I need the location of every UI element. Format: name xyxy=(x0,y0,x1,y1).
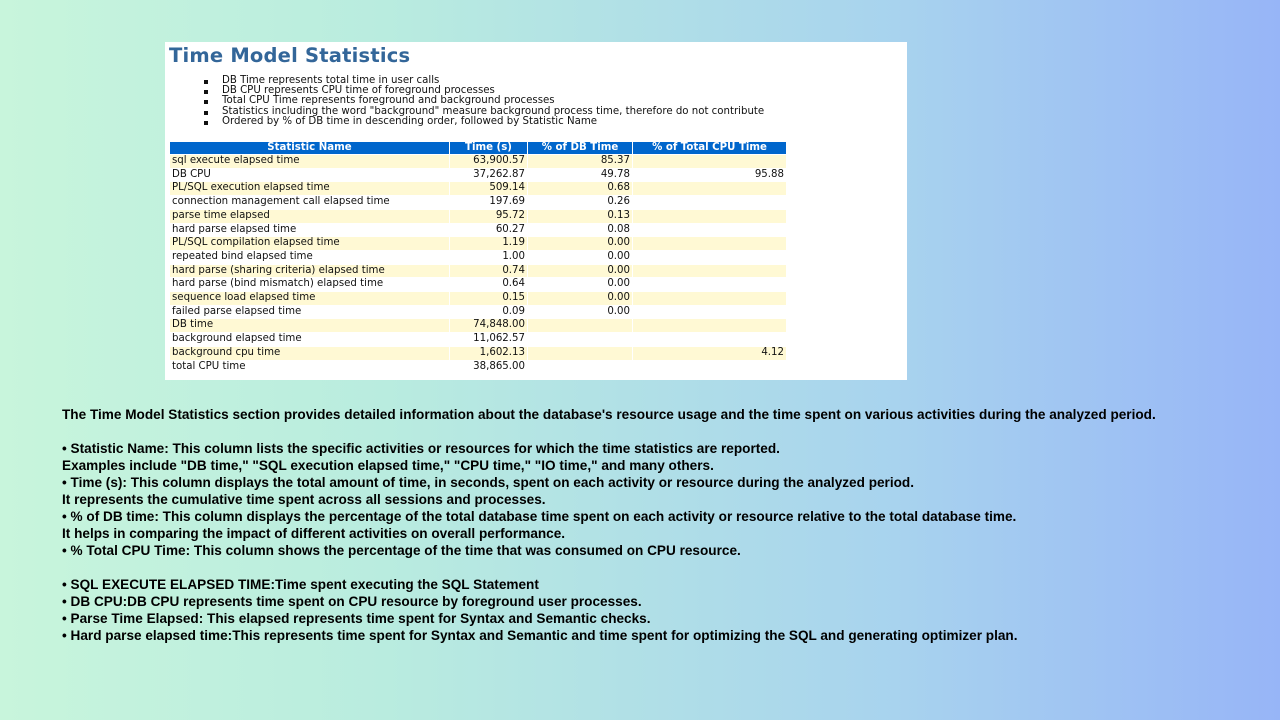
cell-pct-total-cpu-time: 4.12 xyxy=(633,347,786,360)
intro-paragraph: The Time Model Statistics section provides detailed information about the database's resource usage and the time spent on various activities during the analyzed period. xyxy=(62,407,1156,422)
column-explanation-line: • % Total CPU Time: This column shows the percentage of the time that was consumed on CPU resource. xyxy=(62,543,741,558)
table-row xyxy=(170,155,786,168)
table-header-row xyxy=(170,142,786,154)
cell-pct-db-time: 0.00 xyxy=(528,251,632,264)
cell-time: 0.74 xyxy=(450,265,527,278)
cell-pct-total-cpu-time xyxy=(633,333,786,346)
cell-pct-db-time xyxy=(528,361,632,374)
cell-pct-total-cpu-time xyxy=(633,361,786,374)
column-explanation-line: It helps in comparing the impact of different activities on overall performance. xyxy=(62,526,566,541)
cell-statistic-name: PL/SQL execution elapsed time xyxy=(170,182,449,195)
cell-time: 197.69 xyxy=(450,196,527,209)
note-item: Statistics including the word "background" measure background process time, therefore do not contribute xyxy=(202,107,764,117)
table-row xyxy=(170,251,786,264)
cell-pct-db-time: 0.00 xyxy=(528,237,632,250)
cell-statistic-name: connection management call elapsed time xyxy=(170,196,449,209)
cell-pct-db-time xyxy=(528,319,632,332)
cell-pct-total-cpu-time xyxy=(633,196,786,209)
cell-pct-db-time: 0.13 xyxy=(528,210,632,223)
note-item: Total CPU Time represents foreground and background processes xyxy=(202,96,764,106)
cell-statistic-name: sql execute elapsed time xyxy=(170,155,449,168)
cell-pct-total-cpu-time xyxy=(633,265,786,278)
table-row xyxy=(170,278,786,291)
cell-time: 95.72 xyxy=(450,210,527,223)
cell-pct-db-time: 0.00 xyxy=(528,265,632,278)
cell-pct-total-cpu-time xyxy=(633,182,786,195)
table-row xyxy=(170,237,786,250)
table-row xyxy=(170,347,786,360)
note-item: DB CPU represents CPU time of foreground processes xyxy=(202,86,764,96)
cell-pct-total-cpu-time xyxy=(633,251,786,264)
column-explanation-line: • Statistic Name: This column lists the specific activities or resources for which the time statistics are reported. xyxy=(62,441,780,456)
table-row xyxy=(170,196,786,209)
cell-pct-total-cpu-time xyxy=(633,278,786,291)
cell-pct-total-cpu-time xyxy=(633,155,786,168)
definition-line: • Parse Time Elapsed: This elapsed represents time spent for Syntax and Semantic checks. xyxy=(62,611,651,626)
header-time: Time (s) xyxy=(450,142,527,154)
header-pct-total-cpu-time: % of Total CPU Time xyxy=(633,142,786,154)
cell-time: 0.15 xyxy=(450,292,527,305)
column-explanation-line: • Time (s): This column displays the total amount of time, in seconds, spent on each activity or resource during the analyzed period. xyxy=(62,475,915,490)
cell-pct-db-time: 0.00 xyxy=(528,278,632,291)
table-row xyxy=(170,319,786,332)
cell-statistic-name: background cpu time xyxy=(170,347,449,360)
table-row xyxy=(170,306,786,319)
cell-statistic-name: total CPU time xyxy=(170,361,449,374)
report-screenshot-panel xyxy=(165,42,907,380)
table-row xyxy=(170,361,786,374)
cell-pct-db-time: 0.68 xyxy=(528,182,632,195)
cell-statistic-name: sequence load elapsed time xyxy=(170,292,449,305)
cell-pct-db-time: 0.00 xyxy=(528,292,632,305)
report-notes-list xyxy=(202,76,764,127)
cell-time: 1.00 xyxy=(450,251,527,264)
header-statistic-name: Statistic Name xyxy=(170,142,449,154)
cell-pct-db-time: 0.26 xyxy=(528,196,632,209)
cell-pct-total-cpu-time: 95.88 xyxy=(633,169,786,182)
cell-statistic-name: hard parse (bind mismatch) elapsed time xyxy=(170,278,449,291)
cell-pct-db-time: 0.08 xyxy=(528,224,632,237)
cell-pct-total-cpu-time xyxy=(633,224,786,237)
table-row xyxy=(170,169,786,182)
cell-pct-total-cpu-time xyxy=(633,210,786,223)
table-row xyxy=(170,182,786,195)
table-row xyxy=(170,210,786,223)
note-item: Ordered by % of DB time in descending order, followed by Statistic Name xyxy=(202,117,764,127)
report-title: Time Model Statistics xyxy=(169,44,411,67)
time-model-statistics-table xyxy=(169,141,787,374)
cell-time: 63,900.57 xyxy=(450,155,527,168)
cell-pct-db-time: 49.78 xyxy=(528,169,632,182)
cell-time: 1.19 xyxy=(450,237,527,250)
cell-time: 509.14 xyxy=(450,182,527,195)
cell-pct-db-time xyxy=(528,333,632,346)
column-explanation-line: Examples include "DB time," "SQL execution elapsed time," "CPU time," "IO time," and many others. xyxy=(62,458,714,473)
cell-pct-total-cpu-time xyxy=(633,306,786,319)
column-explanation-line: • % of DB time: This column displays the percentage of the total database time spent on each activity or resource relative to the total database time. xyxy=(62,509,1017,524)
cell-statistic-name: failed parse elapsed time xyxy=(170,306,449,319)
cell-pct-db-time: 85.37 xyxy=(528,155,632,168)
cell-statistic-name: parse time elapsed xyxy=(170,210,449,223)
cell-time: 0.09 xyxy=(450,306,527,319)
cell-statistic-name: hard parse (sharing criteria) elapsed time xyxy=(170,265,449,278)
cell-time: 38,865.00 xyxy=(450,361,527,374)
cell-statistic-name: PL/SQL compilation elapsed time xyxy=(170,237,449,250)
cell-time: 11,062.57 xyxy=(450,333,527,346)
cell-pct-db-time: 0.00 xyxy=(528,306,632,319)
cell-statistic-name: background elapsed time xyxy=(170,333,449,346)
note-item: DB Time represents total time in user calls xyxy=(202,76,764,86)
definition-line: • SQL EXECUTE ELAPSED TIME:Time spent executing the SQL Statement xyxy=(62,577,539,592)
cell-pct-total-cpu-time xyxy=(633,292,786,305)
cell-time: 60.27 xyxy=(450,224,527,237)
cell-time: 0.64 xyxy=(450,278,527,291)
cell-time: 1,602.13 xyxy=(450,347,527,360)
table-row xyxy=(170,265,786,278)
cell-statistic-name: DB CPU xyxy=(170,169,449,182)
column-explanation-line: It represents the cumulative time spent across all sessions and processes. xyxy=(62,492,546,507)
cell-statistic-name: hard parse elapsed time xyxy=(170,224,449,237)
table-row xyxy=(170,333,786,346)
cell-pct-total-cpu-time xyxy=(633,237,786,250)
cell-pct-db-time xyxy=(528,347,632,360)
cell-pct-total-cpu-time xyxy=(633,319,786,332)
table-row xyxy=(170,292,786,305)
explanation-text xyxy=(62,406,1212,644)
table-row xyxy=(170,224,786,237)
definition-line: • Hard parse elapsed time:This represents time spent for Syntax and Semantic and time spent for optimizing the SQL and generating optimizer plan. xyxy=(62,628,1018,643)
definition-line: • DB CPU:DB CPU represents time spent on CPU resource by foreground user processes. xyxy=(62,594,642,609)
header-pct-db-time: % of DB Time xyxy=(528,142,632,154)
cell-statistic-name: repeated bind elapsed time xyxy=(170,251,449,264)
cell-time: 37,262.87 xyxy=(450,169,527,182)
cell-statistic-name: DB time xyxy=(170,319,449,332)
cell-time: 74,848.00 xyxy=(450,319,527,332)
